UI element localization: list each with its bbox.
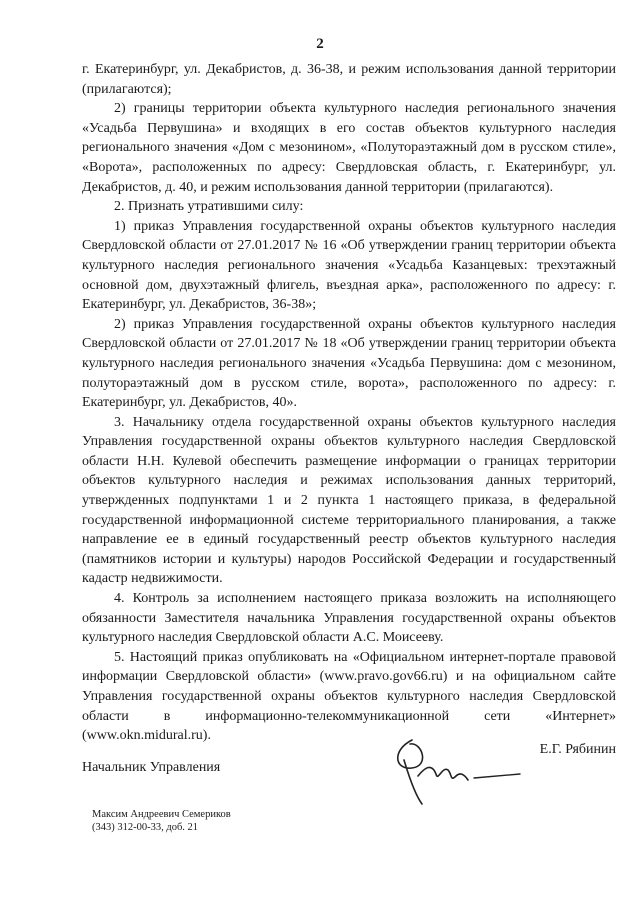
paragraph-item-2-2: 2) приказ Управления государственной охраны объектов культурного наследия Свердловской области от 27.01.2017 № 18 «Об утверждении границ территории объекта культурного наследия регионального значения «Усадьба Первушина: дом с мезонином, полутораэтажный дом в русском стиле, ворота», расположенного по адресу: г. Екатеринбург, ул. Декабристов, 40».	[82, 316, 616, 411]
paragraph-continuation: г. Екатеринбург, ул. Декабристов, д. 36-38, и режим использования данной территории (прилагаются);	[82, 62, 616, 97]
signature-block	[82, 742, 616, 802]
handwritten-signature	[352, 730, 522, 810]
contact-info	[92, 808, 231, 834]
contact-person: Максим Андреевич Семериков	[92, 809, 231, 820]
contact-phone: (343) 312-00-33, доб. 21	[92, 822, 199, 833]
document-body	[82, 60, 616, 746]
paragraph-item-2: 2. Признать утратившими силу:	[114, 199, 304, 215]
paragraph-item-1-2: 2) границы территории объекта культурного наследия регионального значения «Усадьба Первушина» и входящих в его состав объектов культурного наследия регионального значения «Дом с мезонином», «Полутораэтажный дом в русском стиле», «Ворота», расположенных по адресу: Свердловская область, г. Екатеринбург, ул. Декабристов, д. 40, и режим использования данной территории (прилагаются).	[82, 101, 616, 195]
paragraph-item-2-1: 1) приказ Управления государственной охраны объектов культурного наследия Свердловской области от 27.01.2017 № 16 «Об утверждении границ территории объекта культурного наследия регионального значения «Усадьба Казанцевых: трехэтажный основной дом, двухэтажный флигель, въездная арка», расположенного по адресу: г. Екатеринбург, ул. Декабристов, 36-38»;	[82, 218, 616, 313]
paragraph-item-5: 5. Настоящий приказ опубликовать на «Официальном интернет-портале правовой информации Свердловской области» (www.pravo.gov66.ru) и на официальном сайте Управления государственной охраны объектов культурного наследия Свердловской области в информационно-телекоммуникационной сети «Интернет» (www.okn.midural.ru).	[82, 649, 616, 744]
paragraph-item-3: 3. Начальнику отдела государственной охраны объектов культурного наследия Управления государственной охраны объектов культурного наследия Свердловской области Н.Н. Кулевой обеспечить размещение информации о границах территории объектов культурного наследия и режимах использования данных территорий, утвержденных подпунктами 1 и 2 пункта 1 настоящего приказа, в федеральной государственной информационной системе территориального планирования, а также направление ее в единый государственный реестр объектов культурного наследия (памятников истории и культуры) народов Российской Федерации и государственный кадастр недвижимости.	[82, 414, 616, 587]
page-number: 2	[316, 36, 324, 52]
signatory-position: Начальник Управления	[82, 760, 221, 775]
signatory-name: Е.Г. Рябинин	[539, 742, 616, 757]
paragraph-item-4: 4. Контроль за исполнением настоящего приказа возложить на исполняющего обязанности Заместителя начальника Управления государственной охраны объектов культурного наследия Свердловской области А.С. Моисееву.	[82, 591, 616, 646]
